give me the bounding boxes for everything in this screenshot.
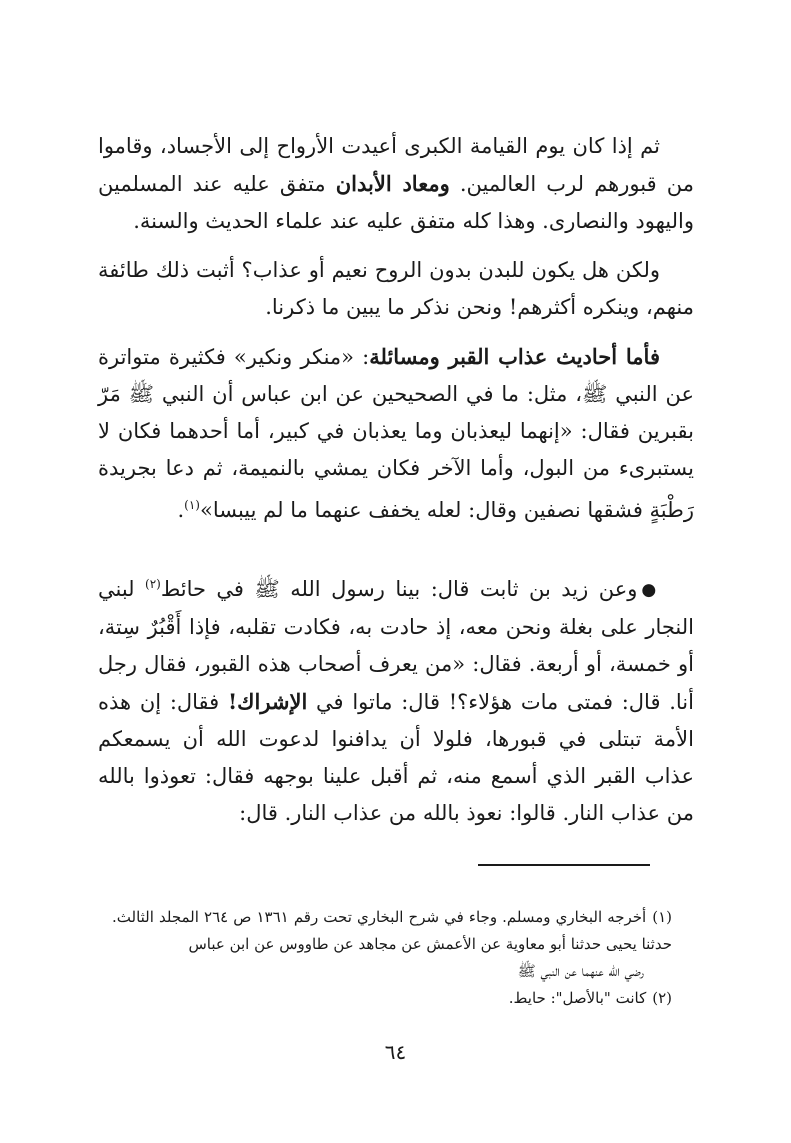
bullet-icon: ● [641, 580, 660, 600]
footnote-ref-1: (١) [184, 498, 200, 512]
paragraph-zaid-hadith: ●وعن زيد بن ثابت قال: بينا رسول الله ﷺ في حائط$^{(٢)}$ لبني النجار على بغلة ونحن معه، إذ حادت به، فكادت تقلبه، فإذا أَقْبُرٌ سِتة، أو خمسة، أو أربعة. فقال: «من يعرف أصحاب هذه القبور، فقال رجل أنا. قال: فمتى مات هؤلاء؟! قال: ماتوا في الإشراك! فقال: إن هذه الأمة تبتلى في قبورها، فلولا أن يدافنوا لدعوت الله أن يسمعكم عذاب القبر الذي أسمع منه، ثم أقبل علينا بوجهه فقال: تعوذوا بالله من عذاب النار. قالوا: نعوذ بالله من عذاب النار. قال: [98, 577, 694, 825]
page-number: ٦٤ [384, 1040, 407, 1064]
footnote-2-number: (٢) [652, 989, 672, 1007]
footnote-1: (١)أخرجه البخاري ومسلم. وجاء في شرح البخاري تحت رقم ١٣٦١ ص ٢٦٤ المجلد الثالث. حدثنا يحيى حدثنا أبو معاوية عن الأعمش عن مجاهد عن طاووس عن ابن عباس [112, 908, 673, 953]
main-text [98, 128, 694, 832]
footnote-1-continued: رضي الله عنهما عن النبي ﷺ [517, 962, 644, 980]
footnote-ref-2: (٢) [145, 577, 161, 591]
bold-phrase-grave-hadiths: فأما أحاديث عذاب القبر ومسائلة [369, 344, 660, 369]
bold-phrase-bodies-return: ومعاد الأبدان [335, 171, 450, 196]
paragraph-body-without-soul: ولكن هل يكون للبدن بدون الروح نعيم أو عذاب؟ أثبت ذلك طائفة منهم، وينكره أكثرهم! ونحن نذكر ما يبين ما ذكرنا. [98, 258, 694, 319]
paragraph-grave-punishment-hadiths: فأما أحاديث عذاب القبر ومسائلة: «منكر ونكير» فكثيرة متواترة عن النبي ﷺ، مثل: ما في الصحيحين عن ابن عباس أن النبي ﷺ مَرّ بقبرين فقال: «إنهما ليعذبان وما يعذبان في كبير، أما أحدهما فكان لا يستبرىء من البول، وأما الآخر فكان يمشي بالنميمة، ثم دعا بجريدة رَطْبَةٍ فشقها نصفين وقال: لعله يخفف عنهما ما لم ييبسا»$^{(١)}$. [98, 344, 694, 522]
bold-phrase-polytheism: الإشراك! [227, 689, 308, 714]
footnote-1-number: (١) [652, 908, 673, 926]
footnote-separator [478, 864, 650, 866]
footnote-2: (٢)كانت "بالأصل": حايط. [508, 989, 672, 1007]
paragraph-resurrection: ثم إذا كان يوم القيامة الكبرى أعيدت الأرواح إلى الأجساد، وقاموا من قبورهم لرب العالمين. ومعاد الأبدان متفق عليه عند المسلمين واليهود والنصارى. وهذا كله متفق عليه عند علماء الحديث والسنة. [98, 134, 694, 233]
footnotes [112, 904, 672, 1012]
